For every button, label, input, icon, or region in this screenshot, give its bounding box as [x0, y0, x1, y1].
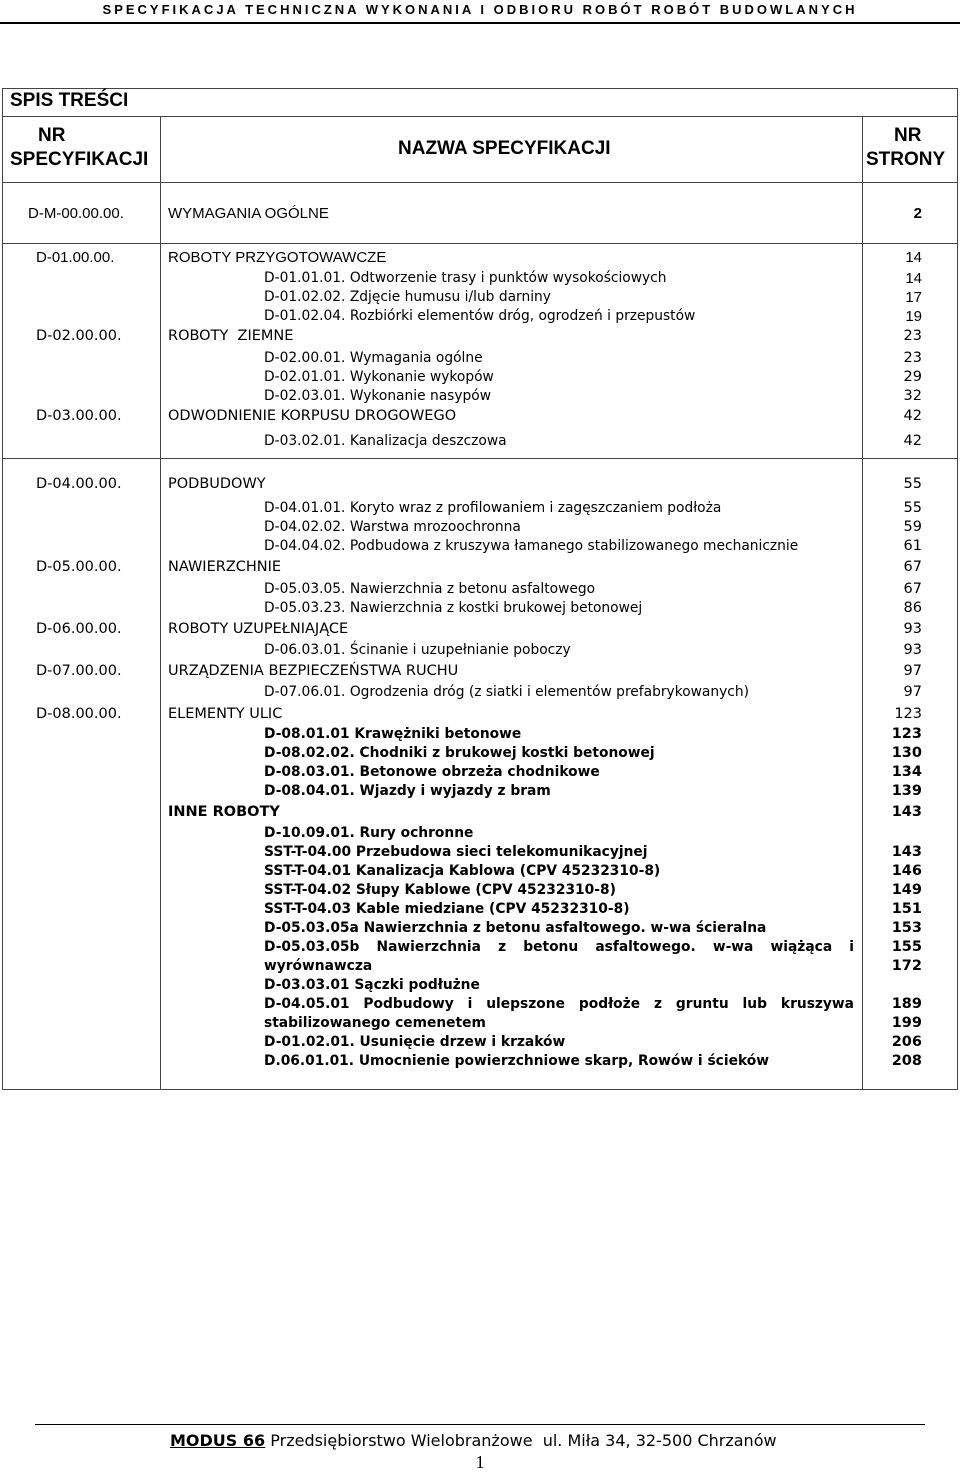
- page-number: 153: [891, 920, 922, 936]
- spec-code: D-M-00.00.00.: [28, 205, 124, 222]
- spec-name: ROBOTY PRZYGOTOWAWCZE: [168, 249, 387, 266]
- col-header-code-line1: NR: [38, 125, 66, 146]
- page-number: 17: [905, 289, 922, 306]
- subspec-item: D-08.02.02. Chodniki z brukowej kostki betonowej: [264, 745, 655, 761]
- spec-code: D-05.00.00.: [36, 559, 122, 575]
- row-rule: [2, 243, 958, 244]
- page-number: 55: [903, 500, 922, 516]
- spec-name: URZĄDZENIA BEZPIECZEŃSTWA RUCHU: [168, 663, 459, 679]
- subspec-item: D-10.09.01. Rury ochronne: [264, 825, 474, 841]
- page-number: 134: [891, 764, 922, 780]
- subspec-item: D-03.02.01. Kanalizacja deszczowa: [264, 433, 507, 449]
- spec-name: ROBOTY ZIEMNE: [168, 328, 294, 344]
- subspec-item: stabilizowanego cemenetem: [264, 1015, 486, 1031]
- page-number: 143: [891, 804, 922, 820]
- subspec-item: SST-T-04.02 Słupy Kablowe (CPV 45232310-8): [264, 882, 616, 898]
- spec-code: D-08.00.00.: [36, 706, 122, 722]
- spec-code: D-02.00.00.: [36, 328, 122, 344]
- spec-code: D-03.00.00.: [36, 408, 122, 424]
- subspec-item: D-02.03.01. Wykonanie nasypów: [264, 388, 492, 404]
- page-number: 61: [903, 538, 922, 554]
- col-header-page-line2: STRONY: [866, 149, 946, 170]
- subspec-item: D.06.01.01. Umocnienie powierzchniowe skarp, Rowów i ścieków: [264, 1053, 769, 1069]
- toc-header-rule: [2, 182, 958, 183]
- spec-code: D-06.00.00.: [36, 621, 122, 637]
- header-rule: [0, 22, 960, 24]
- page-number: 19: [905, 308, 922, 325]
- page-number: 67: [903, 581, 922, 597]
- spec-name: WYMAGANIA OGÓLNE: [168, 205, 329, 222]
- page-number: 146: [891, 863, 922, 879]
- spec-name: ODWODNIENIE KORPUSU DROGOWEGO: [168, 408, 457, 424]
- page-number: 93: [903, 621, 922, 637]
- company-address: Przedsiębiorstwo Wielobranżowe ul. Miła 34, 32-500 Chrzanów: [270, 1431, 777, 1450]
- page-number: 130: [891, 745, 922, 761]
- spec-name: ROBOTY UZUPEŁNIAJĄCE: [168, 621, 349, 637]
- subspec-item: SST-T-04.03 Kable miedziane (CPV 45232310-8): [264, 901, 630, 917]
- subspec-item: D-07.06.01. Ogrodzenia dróg (z siatki i elementów prefabrykowanych): [264, 684, 750, 700]
- subspec-item: D-01.01.01. Odtworzenie trasy i punktów wysokościowych: [264, 270, 667, 286]
- spec-name: NAWIERZCHNIE: [168, 559, 282, 575]
- spec-code: D-04.00.00.: [36, 476, 122, 492]
- subspec-item: D-01.02.04. Rozbiórki elementów dróg, ogrodzeń i przepustów: [264, 308, 696, 324]
- col-header-code: [10, 124, 148, 172]
- toc-title-rule: [2, 116, 958, 117]
- col-header-page-line1: NR: [894, 125, 922, 146]
- subspec-item: D-02.00.01. Wymagania ogólne: [264, 350, 483, 366]
- page-number: 67: [903, 559, 922, 575]
- company-name: MODUS 66: [170, 1431, 266, 1450]
- page-number: 172: [891, 958, 922, 974]
- page-number: 208: [891, 1053, 922, 1069]
- page-number: 123: [891, 726, 922, 742]
- subspec-item: D-05.03.23. Nawierzchnia z kostki brukowej betonowej: [264, 600, 643, 616]
- page-number: 139: [891, 783, 922, 799]
- subspec-item: D-05.03.05. Nawierzchnia z betonu asfaltowego: [264, 581, 596, 597]
- page-number: 42: [903, 433, 922, 449]
- page-number: 97: [903, 684, 922, 700]
- page-number: 23: [903, 350, 922, 366]
- footer: [170, 1431, 777, 1450]
- subspec-item: D-08.01.01 Krawężniki betonowe: [264, 726, 522, 742]
- page-number: 55: [903, 476, 922, 492]
- subspec-item: D-08.03.01. Betonowe obrzeża chodnikowe: [264, 764, 600, 780]
- subspec-item: wyrównawcza: [264, 958, 373, 974]
- page-number: 42: [903, 408, 922, 424]
- spec-name: ELEMENTY ULIC: [168, 706, 283, 722]
- spec-code: D-07.00.00.: [36, 663, 122, 679]
- page-number: 149: [891, 882, 922, 898]
- subspec-item: D-03.03.01 Sączki podłużne: [264, 977, 480, 993]
- page-number: 23: [903, 328, 922, 344]
- subspec-item: D-08.04.01. Wjazdy i wyjazdy z bram: [264, 783, 551, 799]
- row-rule: [2, 458, 958, 459]
- col-divider: [862, 116, 863, 1090]
- page-number: 86: [903, 600, 922, 616]
- footer-rule: [35, 1424, 925, 1425]
- page-number-footer: 1: [475, 1452, 485, 1472]
- document-header: SPECYFIKACJA TECHNICZNA WYKONANIA I ODBIORU ROBÓT ROBÓT BUDOWLANYCH: [102, 2, 858, 17]
- col-divider: [160, 116, 161, 1090]
- page-number: 206: [891, 1034, 922, 1050]
- toc-title: SPIS TREŚCI: [10, 90, 129, 111]
- page-number: 14: [905, 270, 922, 287]
- page-number: 2: [913, 205, 922, 222]
- subspec-item: D-05.03.05b Nawierzchnia z betonu asfaltowego. w-wa wiążąca i: [264, 939, 854, 955]
- col-header-page: [866, 124, 945, 172]
- page-number: 14: [905, 249, 922, 266]
- subspec-item: D-04.02.02. Warstwa mrozoochronna: [264, 519, 521, 535]
- subspec-item: D-05.03.05a Nawierzchnia z betonu asfaltowego. w-wa ścieralna: [264, 920, 767, 936]
- page-number: 29: [903, 369, 922, 385]
- page-number: 155: [891, 939, 922, 955]
- page-number: 59: [903, 519, 922, 535]
- page-number: 151: [891, 901, 922, 917]
- page-number: 32: [903, 388, 922, 404]
- page-number: 93: [903, 642, 922, 658]
- subspec-item: D-04.04.02. Podbudowa z kruszywa łamanego stabilizowanego mechanicznie: [264, 538, 799, 554]
- spec-code: D-01.00.00.: [36, 249, 115, 266]
- subspec-item: D-04.01.01. Koryto wraz z profilowaniem i zagęszczaniem podłoża: [264, 500, 722, 516]
- col-header-name: NAZWA SPECYFIKACJI: [398, 138, 611, 159]
- page-number: 199: [891, 1015, 922, 1031]
- page-number: 143: [891, 844, 922, 860]
- subspec-item: D-06.03.01. Ścinanie i uzupełnianie poboczy: [264, 642, 571, 658]
- subspec-item: D-02.01.01. Wykonanie wykopów: [264, 369, 494, 385]
- subspec-item: D-01.02.02. Zdjęcie humusu i/lub darniny: [264, 289, 551, 305]
- spec-name: PODBUDOWY: [168, 476, 266, 492]
- subspec-item: SST-T-04.01 Kanalizacja Kablowa (CPV 45232310-8): [264, 863, 661, 879]
- subspec-item: SST-T-04.00 Przebudowa sieci telekomunikacyjnej: [264, 844, 648, 860]
- subspec-item: D-01.02.01. Usunięcie drzew i krzaków: [264, 1034, 566, 1050]
- subspec-item: D-04.05.01 Podbudowy i ulepszone podłoże z gruntu lub kruszywa: [264, 996, 854, 1012]
- page-number: 97: [903, 663, 922, 679]
- col-header-code-line2: SPECYFIKACJI: [10, 149, 149, 170]
- page-number: 123: [894, 706, 922, 722]
- page-number: 189: [891, 996, 922, 1012]
- spec-name: INNE ROBOTY: [168, 804, 280, 820]
